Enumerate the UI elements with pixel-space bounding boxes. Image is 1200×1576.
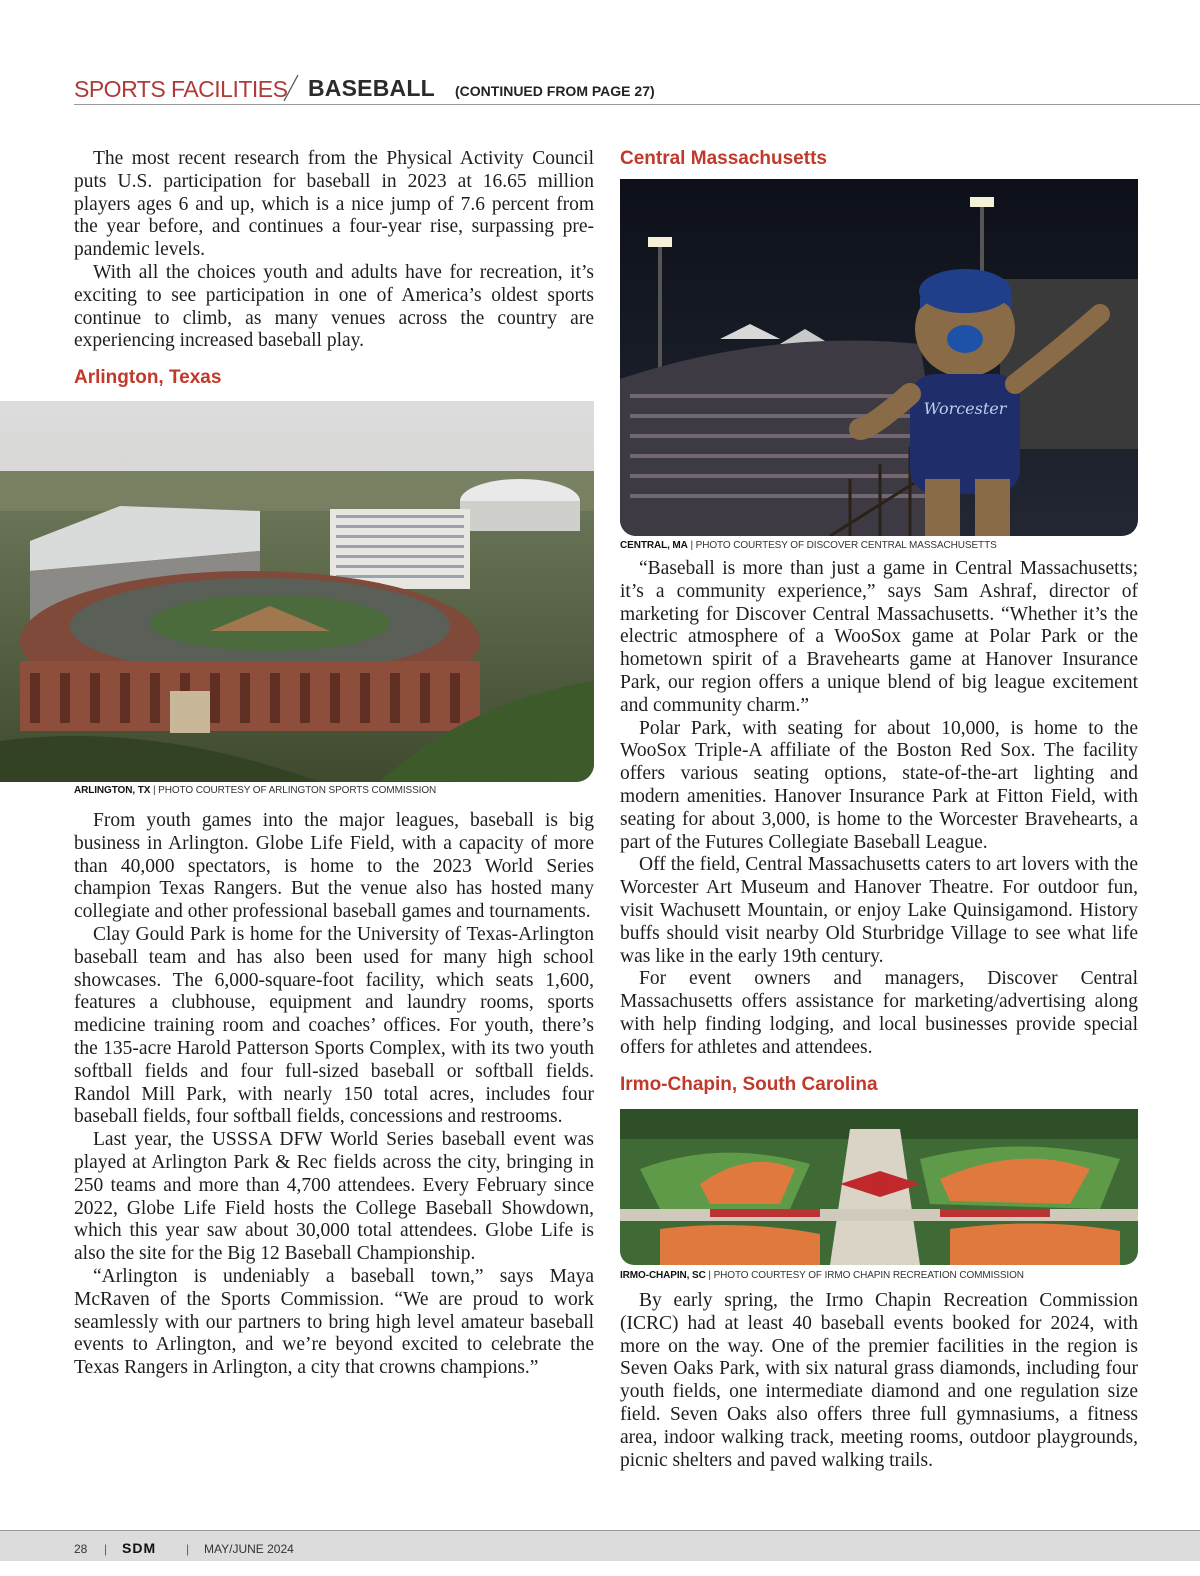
caption-credit: PHOTO COURTESY OF DISCOVER CENTRAL MASSACHUSETTS [695,540,997,551]
arlington-paragraph: From youth games into the major leagues, baseball is big business in Arlington. Globe Life Field, with a capacity of more than 40,000 spectators, is home to the 2023 World Series champion Texas Rangers. But the venue also has hosted many collegiate and other professional baseball games and tournaments. [74,810,594,923]
caption-place: IRMO-CHAPIN, SC [620,1270,706,1281]
page-number: 28 [74,1542,88,1556]
footer-brand: SDM [122,1540,157,1556]
central-paragraph: For event owners and managers, Discover Central Massachusetts offers assistance for marketing/advertising along with help finding lodging, and local businesses provide special offers for athletes and attendees. [620,968,1138,1058]
header-topic: BASEBALL [308,75,435,101]
page-footer [0,1530,1200,1561]
footer-separator: | [104,1542,108,1556]
running-header [74,74,1200,105]
mascot-jersey-text: Worcester [923,399,1007,418]
arlington-paragraph: Clay Gould Park is home for the University of Texas-Arlington baseball team and has also been used for many high school showcases. The 6,000-square-foot facility, which seats 1,600, features a clubhouse, equipment and laundry rooms, sports medicine training room and coaches’ offices. For youth, there’s the 135-acre Harold Patterson Sports Complex, with its two youth softball fields and four full-sized baseball or softball fields. Randol Mill Park, with nearly 150 total acres, includes four baseball fields, four softball fields, concessions and restrooms. [74,923,594,1128]
header-section: SPORTS FACILITIES [74,76,288,102]
woosox-mascot-photo [620,179,1138,536]
intro-paragraph: The most recent research from the Physical Activity Council puts U.S. participation for baseball in 2023 at 16.65 million players ages 6 and up, which is a nice jump of 7.6 percent from the year before, and continues a four-year rise, surpassing pre-pandemic levels. [74,148,594,261]
irmo-paragraph: By early spring, the Irmo Chapin Recreation Commission (ICRC) had at least 40 baseball events booked for 2024, with more on the way. One of the premier facilities in the region is Seven Oaks Park, with six natural grass diamonds, including four youth fields, one intermediate diamond and one regulation size field. Seven Oaks also offers three full gymnasiums, a fitness area, indoor walking track, meeting rooms, outdoor playgrounds, picnic shelters and paved walking trails. [620,1290,1138,1471]
arlington-heading: Arlington, Texas [74,367,222,389]
irmo-body [620,1290,1138,1472]
irmo-caption: IRMO-CHAPIN, SC | PHOTO COURTESY OF IRMO CHAPIN RECREATION COMMISSION [620,1270,1024,1281]
arlington-body [74,810,594,1380]
caption-place: CENTRAL, MA [620,540,688,551]
arlington-paragraph: Last year, the USSSA DFW World Series baseball event was played at Arlington Park & Rec fields across the city, bringing in 250 teams and more than 4,700 attendees. Every February since 2022, Globe Life Field hosts the College Baseball Showdown, which this year saw about 30,000 total attendees. Globe Life is also the site for the Big 12 Baseball Championship. [74,1129,594,1265]
issue-date: MAY/JUNE 2024 [204,1542,294,1556]
caption-credit: PHOTO COURTESY OF ARLINGTON SPORTS COMMISSION [158,785,437,796]
central-heading: Central Massachusetts [620,148,827,169]
central-caption: CENTRAL, MA | PHOTO COURTESY OF DISCOVER CENTRAL MASSACHUSETTS [620,540,997,551]
seven-oaks-aerial-photo [620,1109,1138,1265]
central-paragraph: Polar Park, with seating for about 10,000, is home to the WooSox Triple-A affiliate of the Boston Red Sox. The facility offers various seating options, state-of-the-art lighting and modern amenities. Hanover Insurance Park at Fitton Field, with seating for about 3,000, is home to the Worcester Bravehearts, a part of the Futures Collegiate Baseball League. [620,717,1138,853]
central-body [620,558,1138,1096]
header-continued: (CONTINUED FROM PAGE 27) [455,83,655,99]
caption-credit: PHOTO COURTESY OF IRMO CHAPIN RECREATION COMMISSION [713,1270,1024,1281]
arlington-caption: ARLINGTON, TX | PHOTO COURTESY OF ARLINGTON SPORTS COMMISSION [74,785,437,796]
arlington-paragraph: “Arlington is undeniably a baseball town,” says Maya McRaven of the Sports Commission. “We are proud to work seamlessly with our partners to bring high level amateur baseball events to Arlington, and we’re beyond excited to celebrate the Texas Rangers in Arlington, a city that crowns champions.” [74,1265,594,1379]
footer-separator: | [186,1542,190,1556]
central-paragraph: “Baseball is more than just a game in Central Massachusetts; it’s a community experience,” says Sam Ashraf, director of marketing for Discover Central Massachusetts. “Whether it’s the electric atmosphere of a WooSox game at Polar Park or the hometown spirit of a Bravehearts game at Hanover Insurance Park, our region offers a unique blend of big league excitement and community charm.” [620,558,1138,716]
arlington-stadium-photo [0,401,594,782]
central-paragraph: Off the field, Central Massachusetts caters to art lovers with the Worcester Art Museum and Hanover Theatre. For outdoor fun, visit Wachusett Mountain, or enjoy Lake Quinsigamond. History buffs should visit nearby Old Sturbridge Village to see what life was like in the early 19th century. [620,854,1138,967]
right-column [620,148,1138,170]
left-column [74,148,594,389]
header-slash-divider [280,74,302,102]
intro-paragraph: With all the choices youth and adults have for recreation, it’s exciting to see participation in one of America’s oldest sports continue to climb, as many venues across the country are experiencing increased baseball play. [74,261,594,352]
caption-place: ARLINGTON, TX [74,785,151,796]
irmo-heading: Irmo-Chapin, South Carolina [620,1073,878,1095]
